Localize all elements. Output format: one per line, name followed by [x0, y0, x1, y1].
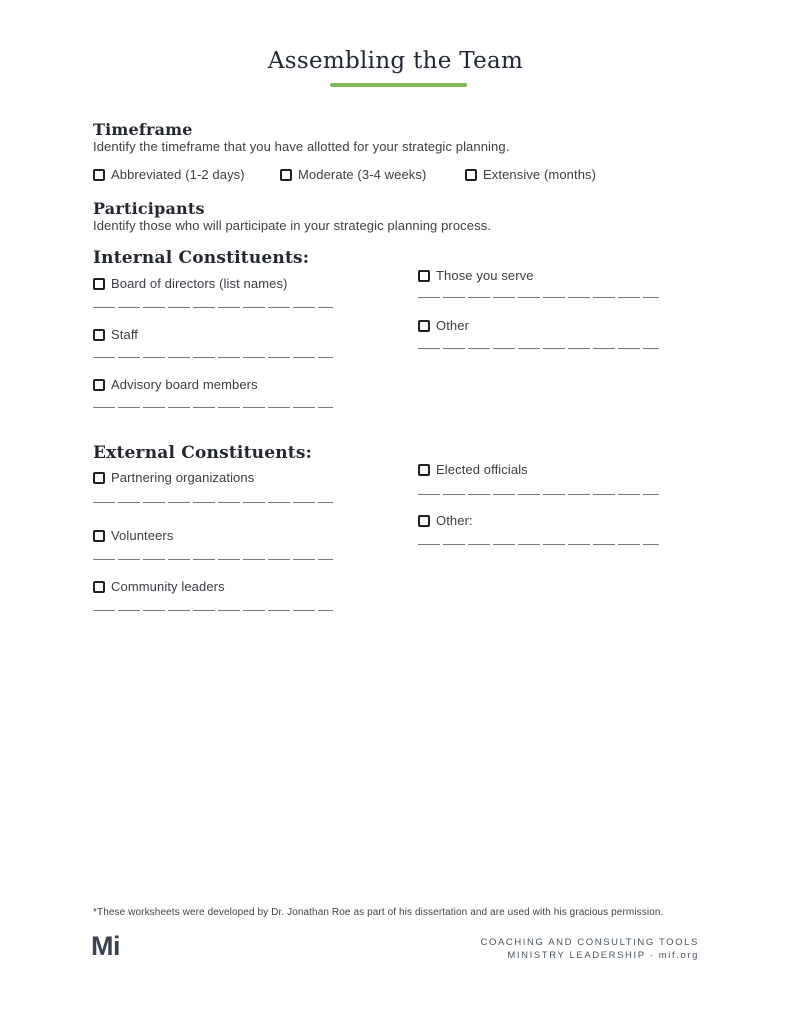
external-item-volunteers	[93, 528, 173, 543]
external-item-partnering-organizations	[93, 470, 254, 485]
write-in-line-partnering-organizations[interactable]	[93, 501, 333, 503]
section-heading-participants: Participants	[93, 199, 205, 218]
checkbox-label: Staff	[111, 327, 139, 342]
checkbox-those-you-serve[interactable]	[418, 270, 430, 282]
checkbox-label: Advisory board members	[111, 377, 258, 392]
checkbox-other-internal[interactable]	[418, 320, 430, 332]
checkbox-elected-officials[interactable]	[418, 464, 430, 476]
checkbox-label: Other:	[436, 513, 473, 528]
checkbox-moderate[interactable]	[280, 169, 292, 181]
timeframe-option-abbreviated	[93, 167, 245, 182]
checkbox-community-leaders[interactable]	[93, 581, 105, 593]
internal-item-staff	[93, 327, 138, 342]
tagline-line-1: COACHING AND CONSULTING TOOLS	[480, 937, 699, 948]
external-item-community-leaders	[93, 579, 225, 594]
external-item-elected-officials	[418, 462, 528, 477]
write-in-line-community-leaders[interactable]	[93, 609, 333, 611]
footer-tagline	[481, 937, 700, 962]
footnote: *These worksheets were developed by Dr. Jonathan Roe as part of his dissertation and are used with his gracious permission.	[93, 907, 664, 918]
checkbox-volunteers[interactable]	[93, 530, 105, 542]
internal-item-other	[418, 318, 469, 333]
checkbox-other-external[interactable]	[418, 515, 430, 527]
internal-item-advisory-board	[93, 377, 258, 392]
write-in-line-other-internal[interactable]	[418, 347, 659, 349]
section-heading-timeframe: Timeframe	[93, 120, 193, 139]
checkbox-label: Partnering organizations	[111, 470, 255, 485]
checkbox-abbreviated[interactable]	[93, 169, 105, 181]
timeframe-description: Identify the timeframe that you have allotted for your strategic planning.	[93, 139, 510, 154]
mi-logo: Mi	[91, 931, 120, 961]
section-heading-external-constituents: External Constituents:	[93, 443, 313, 463]
checkbox-label: Extensive (months)	[483, 167, 597, 182]
timeframe-option-extensive	[465, 167, 596, 182]
checkbox-partnering-organizations[interactable]	[93, 472, 105, 484]
checkbox-label: Those you serve	[436, 268, 534, 283]
section-heading-internal-constituents: Internal Constituents:	[93, 248, 310, 268]
checkbox-label: Community leaders	[111, 579, 225, 594]
write-in-line-those-you-serve[interactable]	[418, 296, 659, 298]
checkbox-advisory-board[interactable]	[93, 379, 105, 391]
write-in-line-advisory-board[interactable]	[93, 406, 333, 408]
checkbox-board-of-directors[interactable]	[93, 278, 105, 290]
write-in-line-other-external[interactable]	[418, 543, 659, 545]
write-in-line-staff[interactable]	[93, 356, 333, 358]
checkbox-extensive[interactable]	[465, 169, 477, 181]
checkbox-label: Elected officials	[436, 462, 528, 477]
external-item-other	[418, 513, 473, 528]
checkbox-staff[interactable]	[93, 329, 105, 341]
tagline-line-2: MINISTRY LEADERSHIP · mif.org	[507, 949, 699, 961]
checkbox-label: Abbreviated (1-2 days)	[111, 167, 245, 182]
write-in-line-elected-officials[interactable]	[418, 493, 659, 495]
checkbox-label: Other	[436, 318, 470, 333]
participants-description: Identify those who will participate in your strategic planning process.	[93, 218, 492, 233]
internal-item-board-of-directors	[93, 276, 288, 291]
write-in-line-board-of-directors[interactable]	[93, 306, 333, 308]
checkbox-label: Board of directors (list names)	[111, 276, 288, 291]
timeframe-option-moderate	[280, 167, 426, 182]
checkbox-label: Volunteers	[111, 528, 174, 543]
checkbox-label: Moderate (3-4 weeks)	[298, 167, 427, 182]
title-underline-accent	[330, 83, 467, 87]
page-title: Assembling the Team	[267, 48, 524, 74]
internal-item-those-you-serve	[418, 268, 534, 283]
write-in-line-volunteers[interactable]	[93, 558, 333, 560]
